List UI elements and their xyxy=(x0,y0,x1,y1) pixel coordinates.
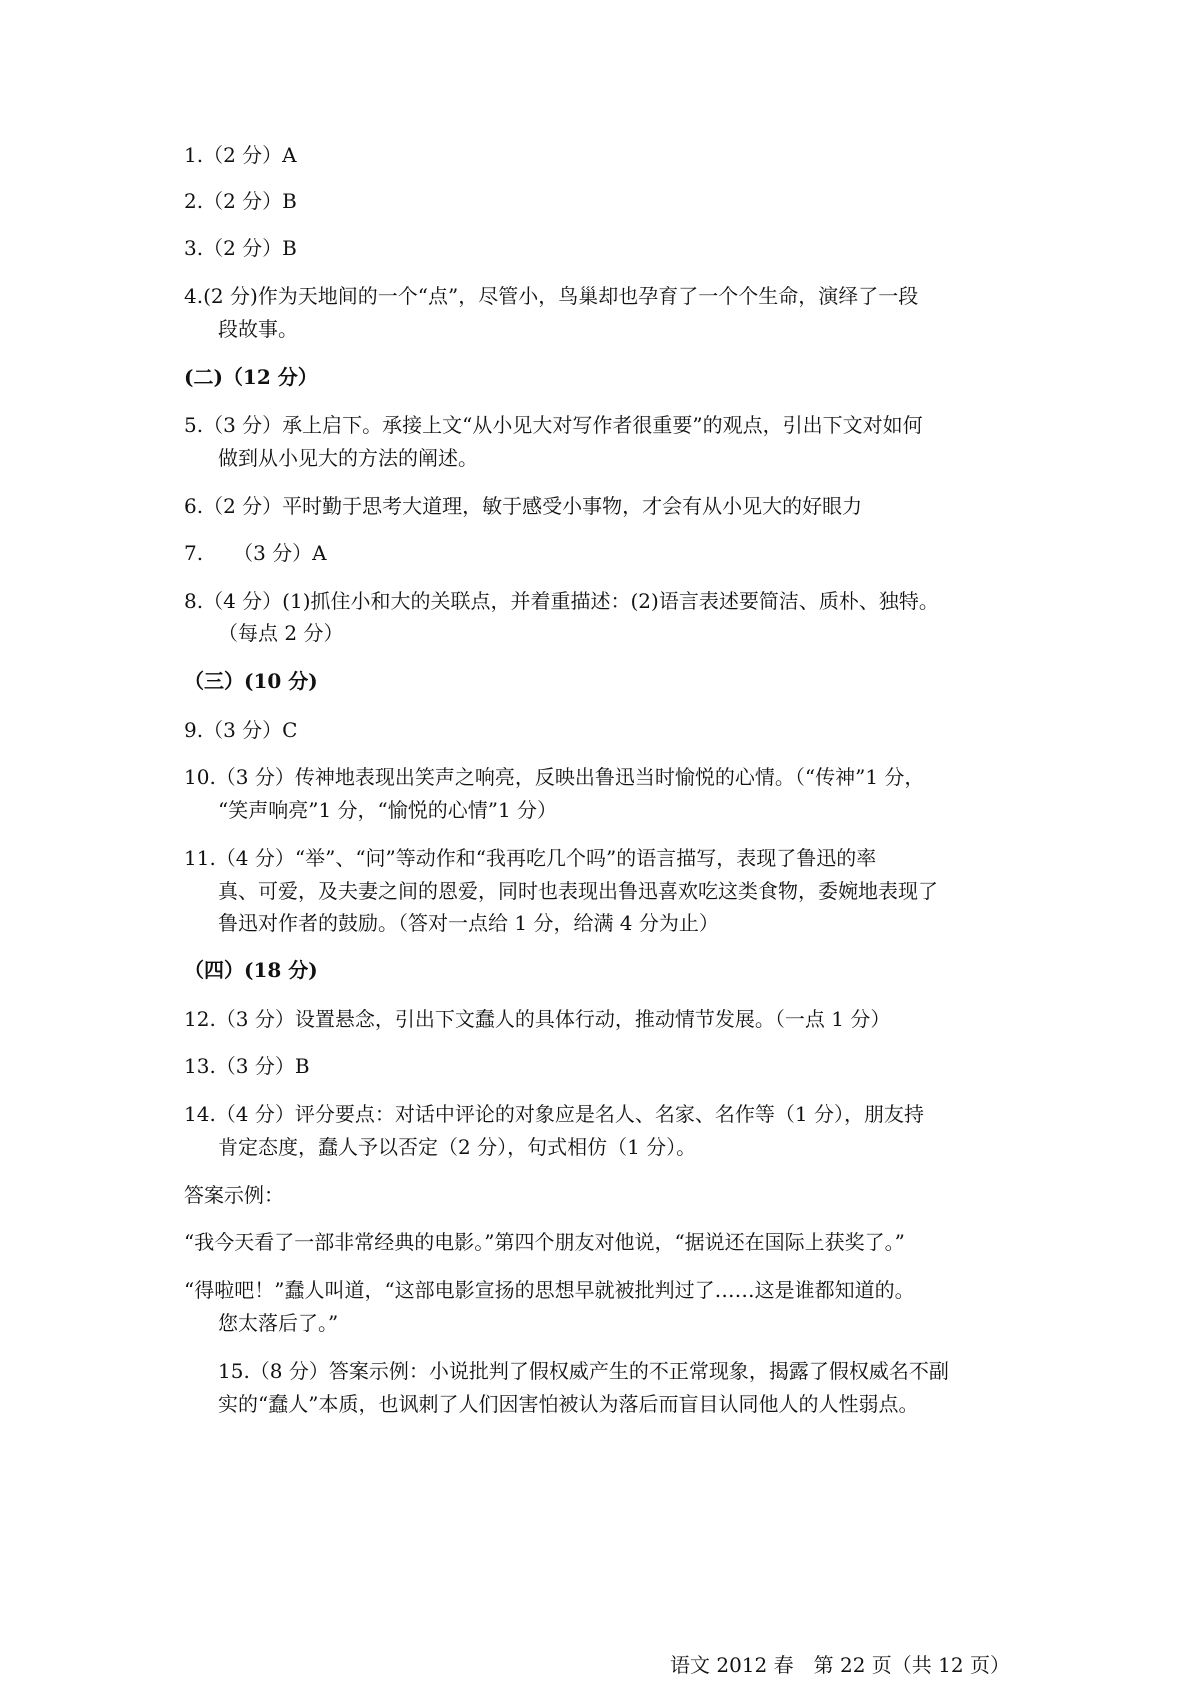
page-footer: 语文 2012 春 第 22 页（共 12 页） xyxy=(670,1653,1010,1677)
example-line-2: “得啦吧！”蠢人叫道，“这部电影宣扬的思想早就被批判过了……这是谁都知道的。 xyxy=(184,1278,915,1302)
answer-10-line-2: “笑声响亮”1 分，“愉悦的心情”1 分） xyxy=(218,798,558,822)
answer-8-line-2: （每点 2 分） xyxy=(218,621,344,645)
answer-10-line-1: 10.（3 分）传神地表现出笑声之响亮，反映出鲁迅当时愉悦的心情。（“传神”1 分， xyxy=(184,765,925,789)
answer-1: 1.（2 分）A xyxy=(184,143,297,167)
answer-7: 7. （3 分）A xyxy=(184,541,327,565)
answer-11-line-2: 真、可爱，及夫妻之间的恩爱，同时也表现出鲁迅喜欢吃这类食物，委婉地表现了 xyxy=(218,879,938,903)
section-2-heading: (二)（12 分） xyxy=(184,365,318,389)
section-3-heading: （三）(10 分) xyxy=(184,669,318,693)
answer-4-line-1: 4.(2 分)作为天地间的一个“点”，尽管小，鸟巢却也孕育了一个个生命，演绎了一段 xyxy=(184,284,919,308)
answer-14-line-2: 肯定态度，蠢人予以否定（2 分），句式相仿（1 分）。 xyxy=(218,1135,697,1159)
answer-13: 13.（3 分）B xyxy=(184,1054,310,1078)
example-label: 答案示例： xyxy=(184,1183,284,1207)
answer-5-line-2: 做到从小见大的方法的阐述。 xyxy=(218,446,478,470)
answer-5-line-1: 5.（3 分）承上启下。承接上文“从小见大对写作者很重要”的观点，引出下文对如何 xyxy=(184,413,923,437)
answer-8-line-1: 8.（4 分）(1)抓住小和大的关联点，并着重描述：(2)语言表述要简洁、质朴、独特。 xyxy=(184,589,939,613)
example-line-3: 您太落后了。” xyxy=(218,1311,339,1335)
answer-9: 9.（3 分）C xyxy=(184,718,298,742)
answer-4-line-2: 段故事。 xyxy=(218,317,298,341)
answer-11-line-3: 鲁迅对作者的鼓励。（答对一点给 1 分，给满 4 分为止） xyxy=(218,911,719,935)
answer-12: 12.（3 分）设置悬念，引出下文蠢人的具体行动，推动情节发展。（一点 1 分） xyxy=(184,1007,891,1031)
answer-3: 3.（2 分）B xyxy=(184,236,297,260)
example-line-1: “我今天看了一部非常经典的电影。”第四个朋友对他说，“据说还在国际上获奖了。” xyxy=(184,1230,905,1254)
answer-2: 2.（2 分）B xyxy=(184,189,297,213)
answer-11-line-1: 11.（4 分）“举”、“问”等动作和“我再吃几个吗”的语言描写，表现了鲁迅的率 xyxy=(184,846,877,870)
section-4-heading: （四）(18 分) xyxy=(184,958,318,982)
answer-15-line-2: 实的“蠢人”本质，也讽刺了人们因害怕被认为落后而盲目认同他人的人性弱点。 xyxy=(218,1392,919,1416)
answer-15-line-1: 15.（8 分）答案示例：小说批判了假权威产生的不正常现象，揭露了假权威名不副 xyxy=(218,1359,949,1383)
answer-14-line-1: 14.（4 分）评分要点：对话中评论的对象应是名人、名家、名作等（1 分），朋友持 xyxy=(184,1102,924,1126)
answer-6: 6.（2 分）平时勤于思考大道理，敏于感受小事物，才会有从小见大的好眼力 xyxy=(184,494,863,518)
